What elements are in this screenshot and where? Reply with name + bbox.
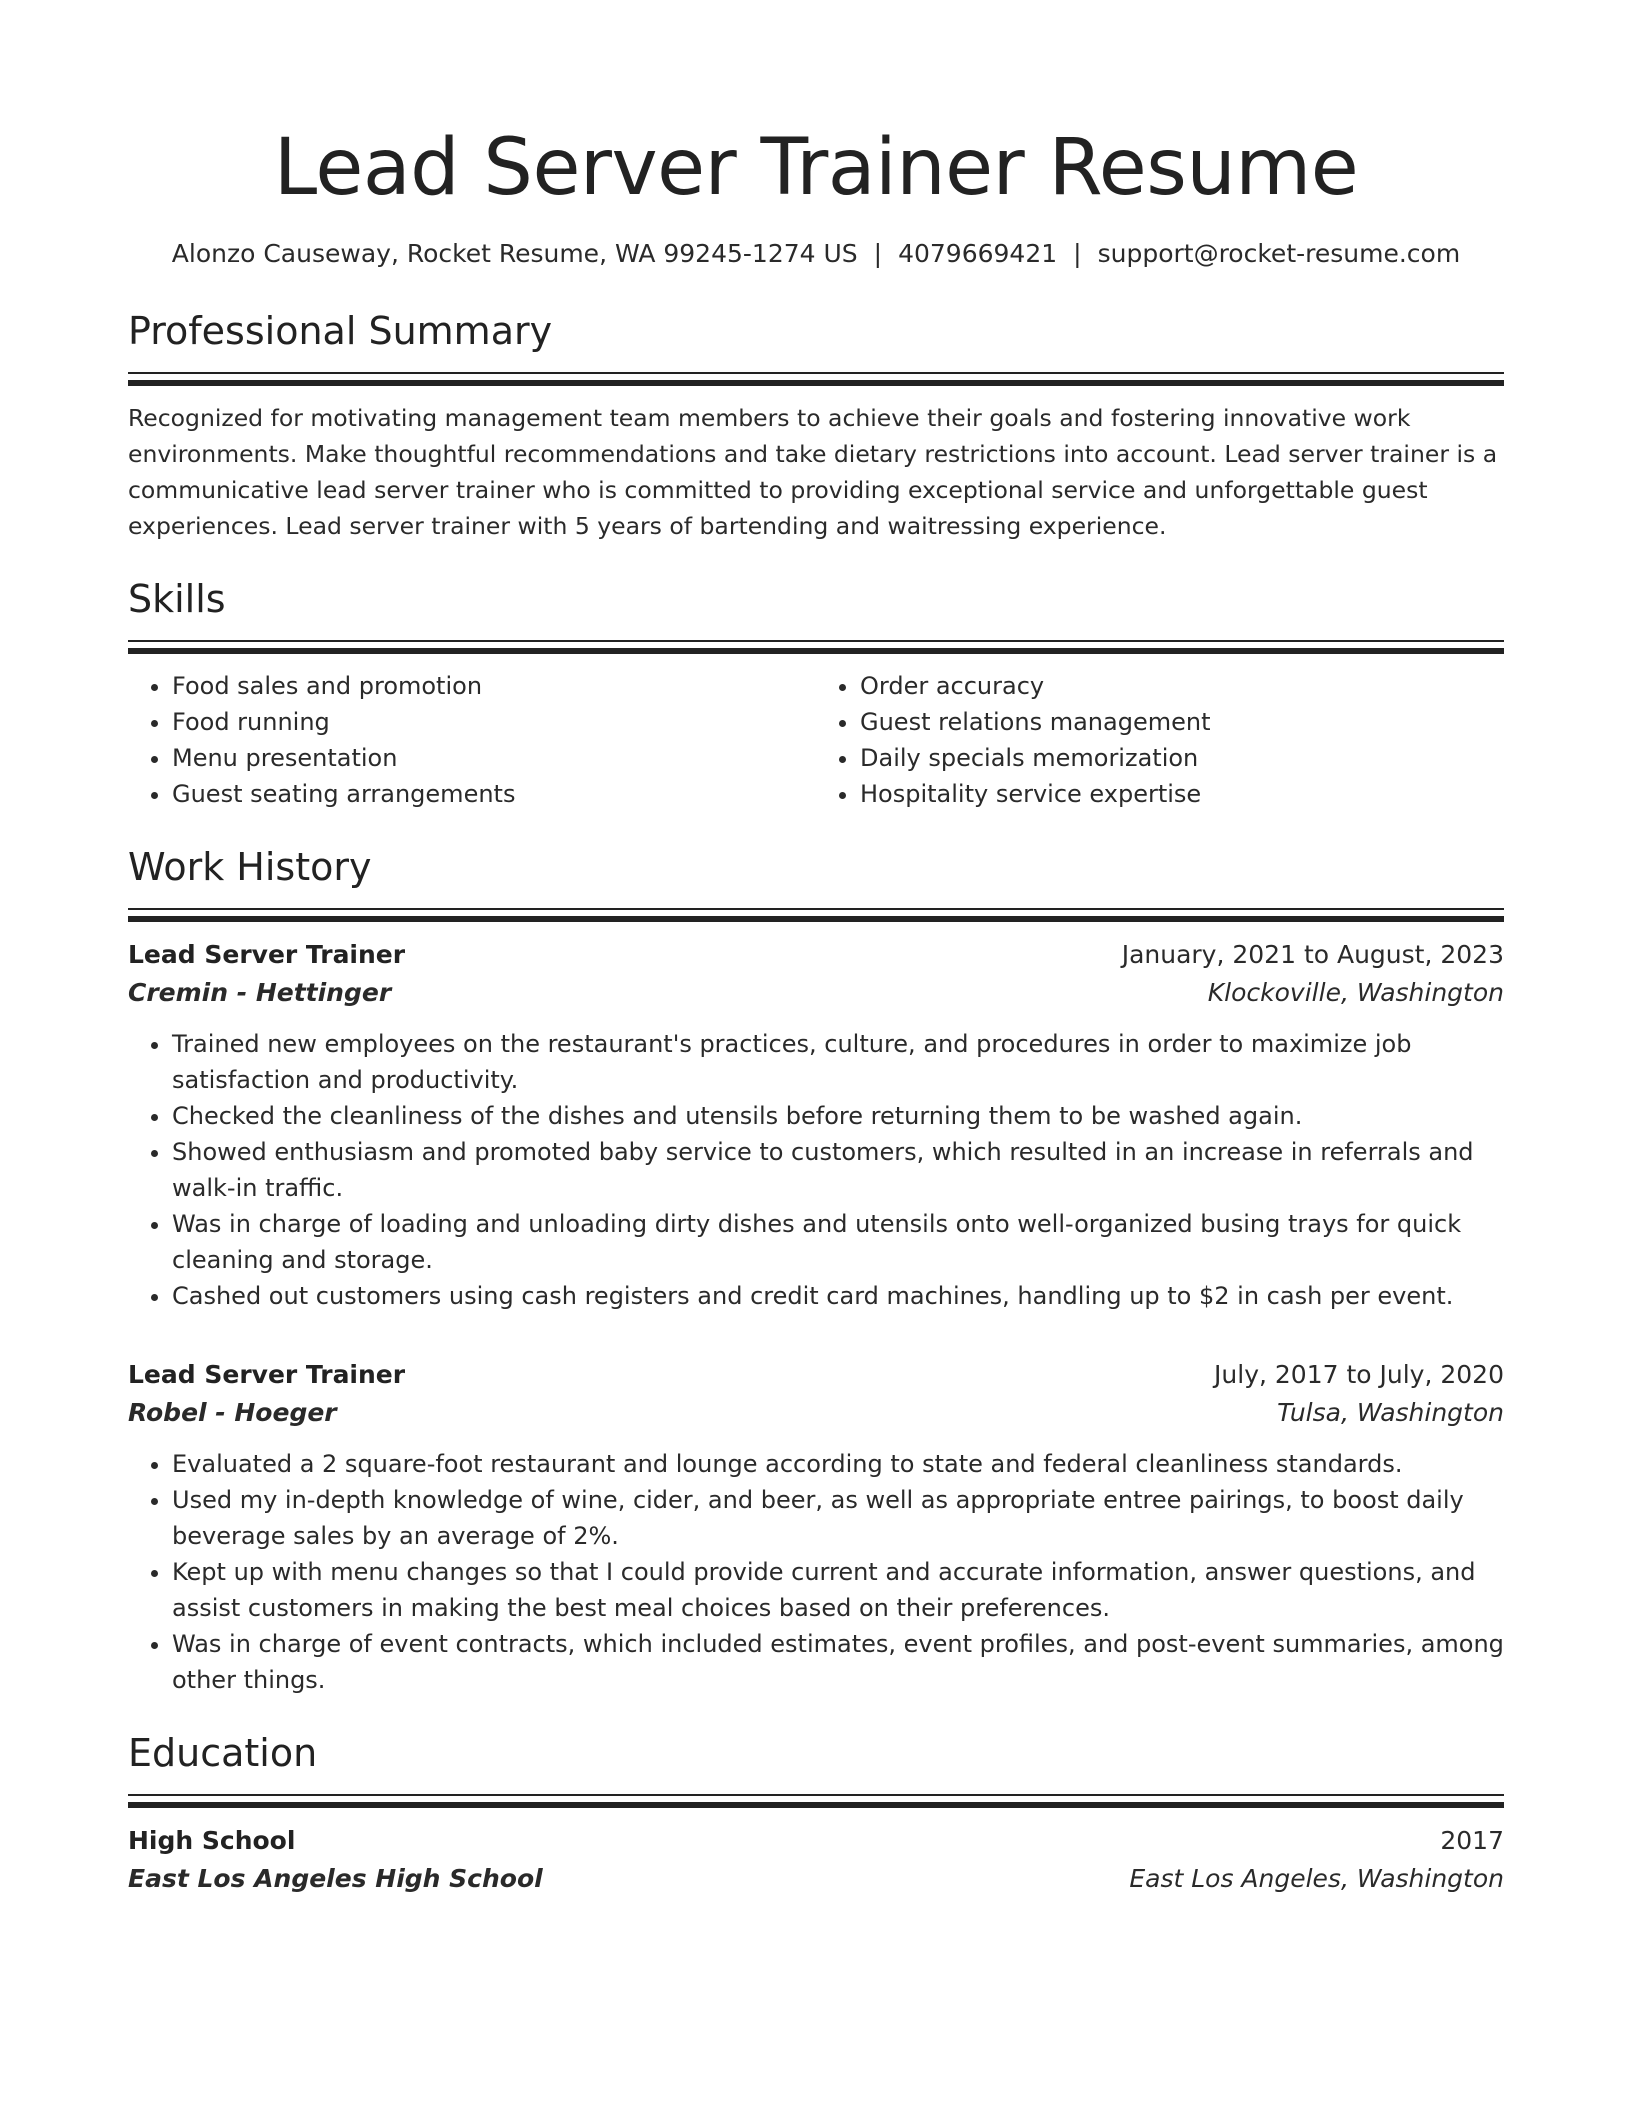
job-company: Robel - Hoeger	[128, 1398, 337, 1427]
job-location: Klockoville, Washington	[1207, 978, 1504, 1007]
job-entry	[128, 1356, 1504, 1698]
job-company-row	[128, 1394, 1504, 1432]
skill-item: • Daily specials memorization	[860, 740, 1504, 776]
skill-item: • Food sales and promotion	[172, 668, 816, 704]
skill-item: • Menu presentation	[172, 740, 816, 776]
job-header-row	[128, 1356, 1504, 1394]
job-entry	[128, 936, 1504, 1314]
skills-heading: Skills	[128, 577, 226, 621]
education-section	[128, 1728, 1504, 1898]
skills-list	[128, 668, 1504, 812]
education-header-row	[128, 1822, 1504, 1860]
job-bullet: • Evaluated a 2 square-foot restaurant and lounge according to state and federal cleanliness standards.	[172, 1446, 1504, 1482]
education-school: East Los Angeles High School	[128, 1864, 543, 1893]
section-divider	[128, 1794, 1504, 1808]
job-bullet: • Cashed out customers using cash registers and credit card machines, handling up to $2 in cash per event.	[172, 1278, 1504, 1314]
skill-item: • Guest seating arrangements	[172, 776, 816, 812]
skills-column-left	[128, 668, 816, 812]
work-history-heading: Work History	[128, 845, 372, 889]
skill-item: • Food running	[172, 704, 816, 740]
job-bullet: • Was in charge of loading and unloading dirty dishes and utensils onto well-organized busing trays for quick cleaning and storage.	[172, 1206, 1504, 1278]
skill-item: • Hospitality service expertise	[860, 776, 1504, 812]
summary-heading: Professional Summary	[128, 309, 553, 353]
work-history-section	[128, 842, 1504, 1698]
skills-column-right	[816, 668, 1504, 812]
education-degree: High School	[128, 1826, 296, 1855]
job-company: Cremin - Hettinger	[128, 978, 392, 1007]
contact-separator: |	[1073, 239, 1082, 268]
job-bullet: • Used my in-depth knowledge of wine, cider, and beer, as well as appropriate entree pairings, to boost daily beverage sales by an average of 2%.	[172, 1482, 1504, 1554]
job-bullets	[128, 1446, 1504, 1698]
job-bullet: • Trained new employees on the restaurant's practices, culture, and procedures in order to maximize job satisfaction and productivity.	[172, 1026, 1504, 1098]
job-header-row	[128, 936, 1504, 974]
section-divider	[128, 640, 1504, 654]
summary-text: Recognized for motivating management team members to achieve their goals and fostering innovative work environments. Make thoughtful recommendations and take dietary restrictions into account. Lead server trainer is a communicative lead server trainer who is committed to providing exceptional service and unforgettable guest experiences. Lead server trainer with 5 years of bartending and waitressing experience.	[128, 404, 1498, 540]
contact-line	[128, 236, 1504, 272]
contact-separator: |	[873, 239, 883, 268]
contact-address: Alonzo Causeway, Rocket Resume, WA 99245-1274 US	[171, 239, 858, 268]
resume-title: Lead Server Trainer Resume	[273, 123, 1359, 213]
education-year: 2017	[1440, 1826, 1504, 1855]
contact-email: support@rocket-resume.com	[1097, 239, 1461, 268]
job-company-row	[128, 974, 1504, 1012]
job-bullet: • Checked the cleanliness of the dishes and utensils before returning them to be washed again.	[172, 1098, 1504, 1134]
education-entry	[128, 1822, 1504, 1898]
job-bullet: • Was in charge of event contracts, which included estimates, event profiles, and post-event summaries, among other things.	[172, 1626, 1504, 1698]
education-heading: Education	[128, 1731, 318, 1775]
section-divider	[128, 908, 1504, 922]
education-location: East Los Angeles, Washington	[1129, 1864, 1504, 1893]
job-bullet: • Showed enthusiasm and promoted baby service to customers, which resulted in an increase in referrals and walk-in traffic.	[172, 1134, 1504, 1206]
job-title: Lead Server Trainer	[128, 940, 406, 969]
job-title: Lead Server Trainer	[128, 1360, 406, 1389]
education-school-row	[128, 1860, 1504, 1898]
section-divider	[128, 372, 1504, 386]
job-bullets	[128, 1026, 1504, 1314]
contact-phone: 4079669421	[898, 239, 1058, 268]
job-bullet: • Kept up with menu changes so that I could provide current and accurate information, answer questions, and assist customers in making the best meal choices based on their preferences.	[172, 1554, 1504, 1626]
summary-section	[128, 306, 1504, 544]
job-location: Tulsa, Washington	[1277, 1398, 1504, 1427]
skill-item: • Order accuracy	[860, 668, 1504, 704]
skill-item: • Guest relations management	[860, 704, 1504, 740]
skills-section	[128, 574, 1504, 812]
job-dates: January, 2021 to August, 2023	[1121, 940, 1504, 969]
job-dates: July, 2017 to July, 2020	[1214, 1360, 1504, 1389]
